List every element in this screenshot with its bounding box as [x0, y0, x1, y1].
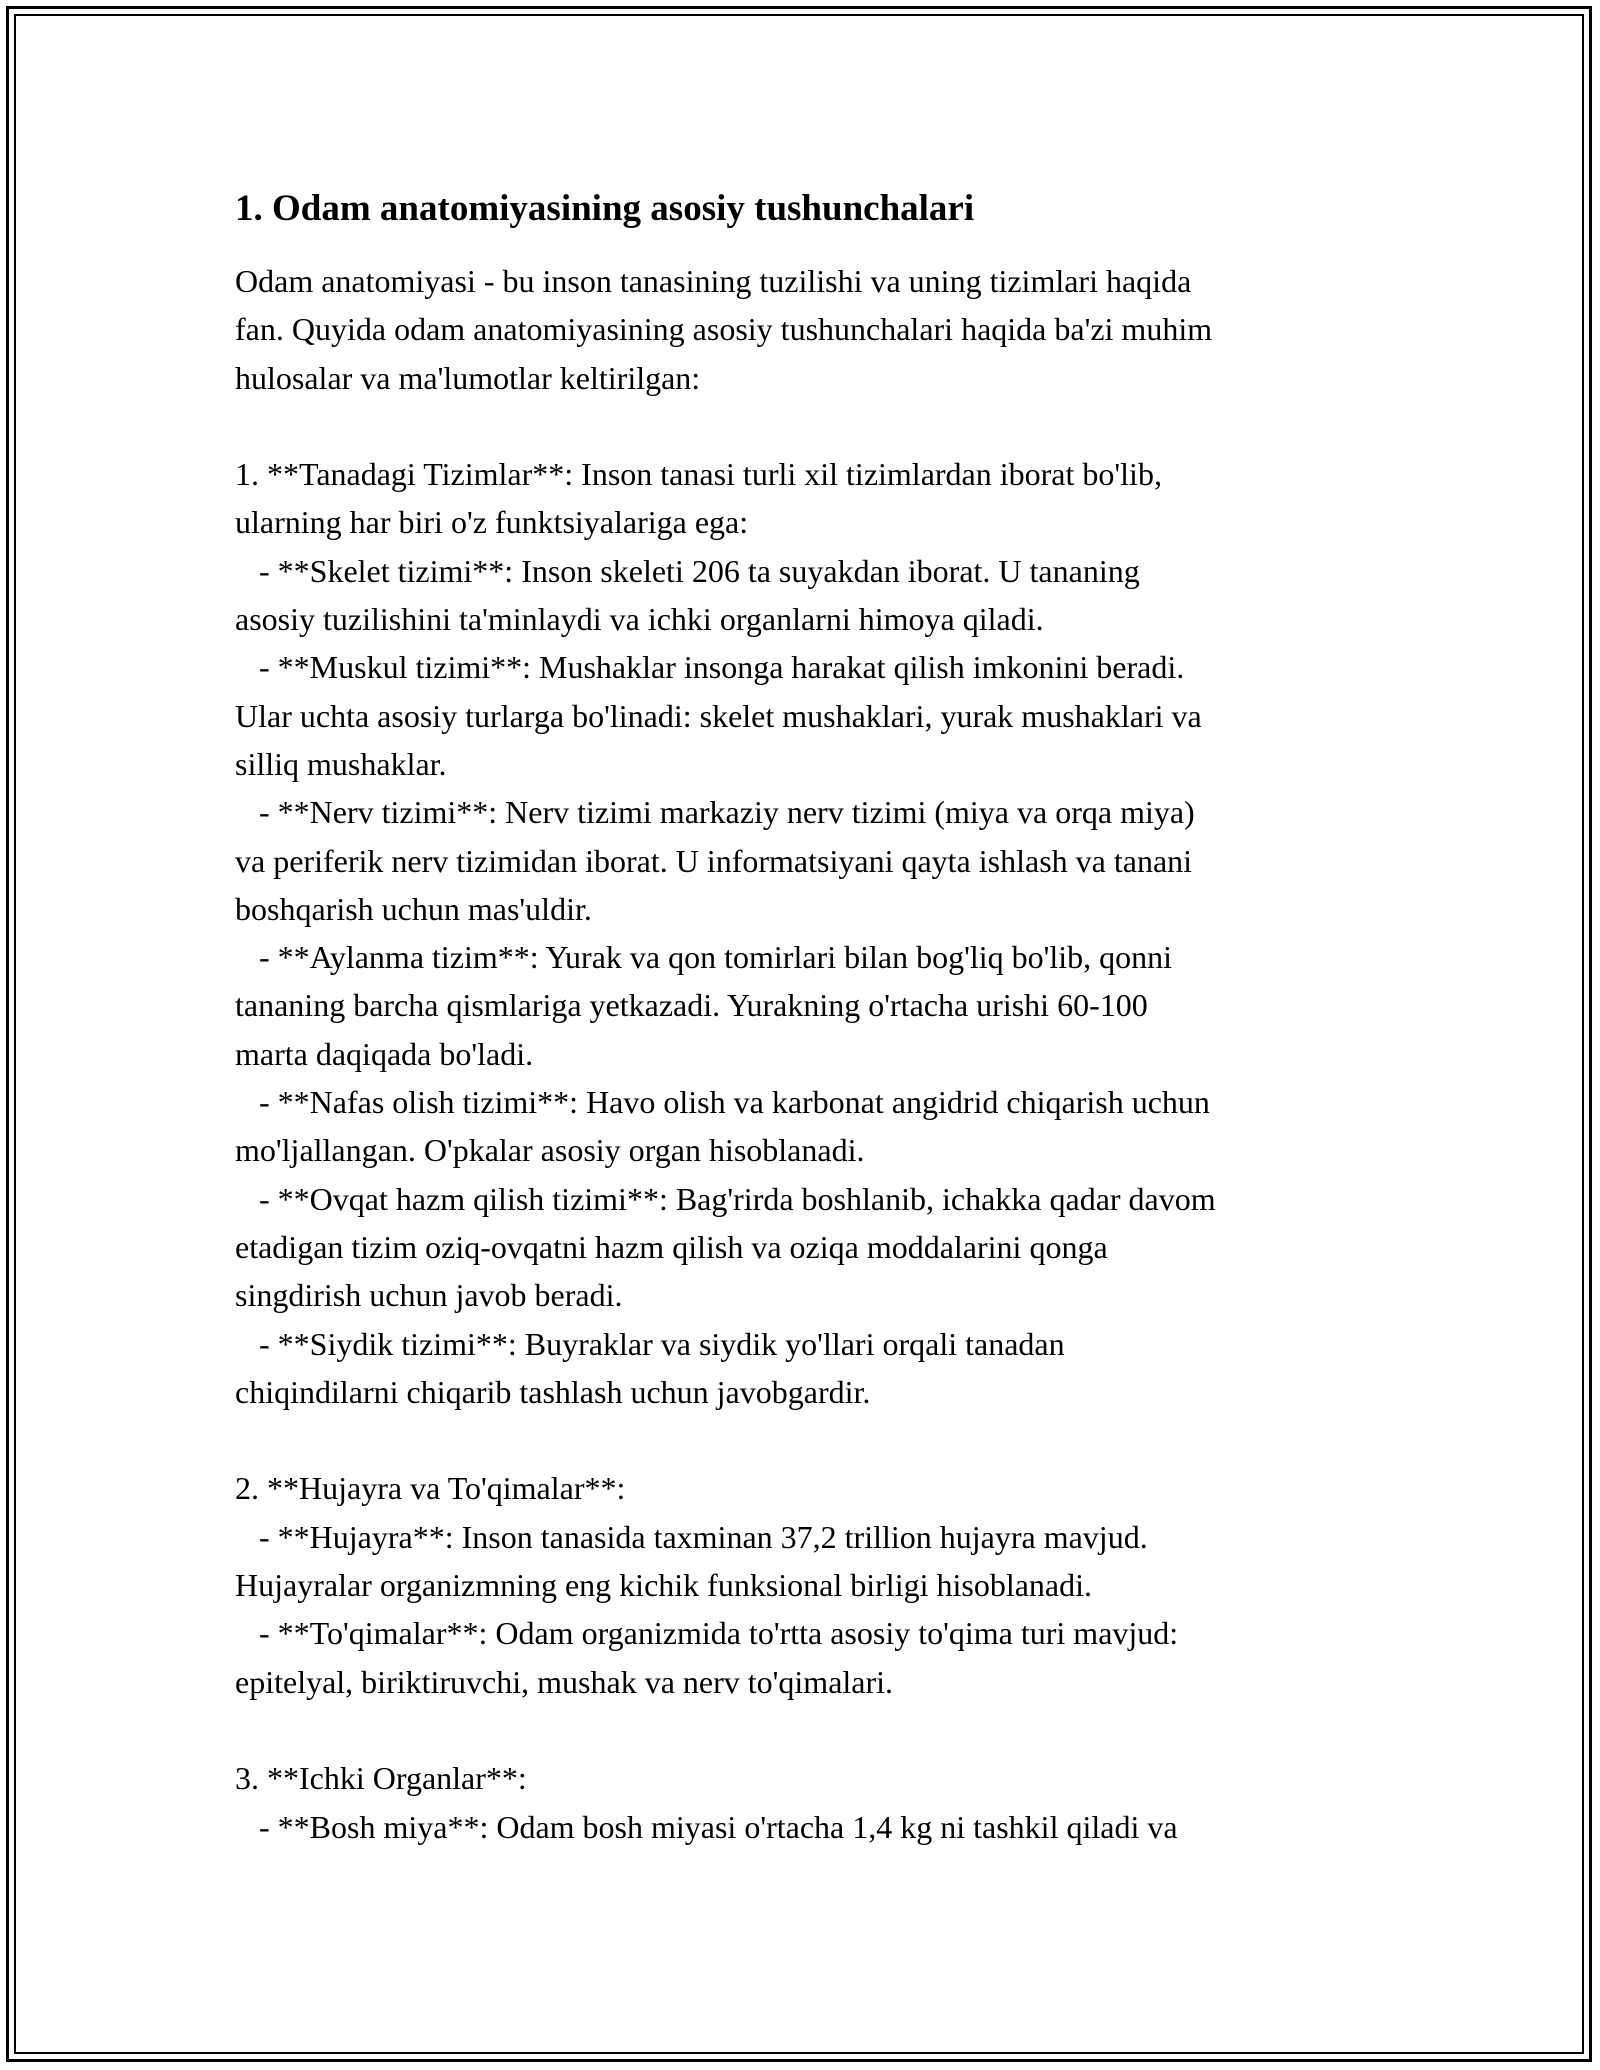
document-body: Odam anatomiyasi - bu inson tanasining tuzilishi va uning tizimlari haqida fan. Quyida odam anatomiyasining asosiy tushunchalari haqida ba'zi muhim hulosalar va ma'lumotlar keltirilgan: 1. **Tanadagi Tizimlar**: Inson tanasi turli xil tizimlardan iborat bo'lib, ularning har biri o'z funktsiyalariga ega: - **Skelet tizimi**: Inson skeleti 206 ta suyakdan iborat. U tananing asosiy tuzilishini ta'minlaydi va ichki organlarni himoya qiladi. - **Muskul tizimi**: Mushaklar insonga harakat qilish imkonini beradi. Ular uchta asosiy turlarga bo'linadi: skelet mushaklari, yurak mushaklari va silliq mushaklar. - **Nerv tizimi**: Nerv tizimi markaziy nerv tizimi (miya va orqa miya) va periferik nerv tizimidan iborat. U informatsiyani qayta ishlash va tanani boshqarish uchun mas'uldir. - **Aylanma tizim**: Yurak va qon tomirlari bilan bog'liq bo'lib, qonni tananing barcha qismlariga yetkazadi. Yurakning o'rtacha urishi 60-100 marta daqiqada bo'ladi. - **Nafas olish tizimi**: Havo olish va karbonat angidrid chiqarish uchun mo'ljallangan. O'pkalar asosiy organ hisoblanadi. - **Ovqat hazm qilish tizimi**: Bag'rirda boshlanib, ichakka qadar davom etadigan tizim oziq-ovqatni hazm qilish va oziqa moddalarini qonga singdirish uchun javob beradi. - **Siydik tizimi**: Buyraklar va siydik yo'llari orqali tanadan chiqindilarni chiqarib tashlash uchun javobgardir. 2. **Hujayra va To'qimalar**: - **Hujayra**: Inson tanasida taxminan 37,2 trillion hujayra mavjud. Hujayralar organizmning eng kichik funksional birligi hisoblanadi. - **To'qimalar**: Odam organizmida to'rtta asosiy to'qima turi mavjud: epitelyal, biriktiruvchi, mushak va nerv to'qimalari. 3. **Ichki Organlar**: - **Bosh miya**: Odam bosh miyasi o'rtacha 1,4 kg ni tashkil qiladi va — [235, 263, 1216, 1845]
document-title: 1. Odam anatomiyasining asosiy tushunchalari — [235, 188, 975, 229]
document-page — [235, 185, 1375, 1851]
